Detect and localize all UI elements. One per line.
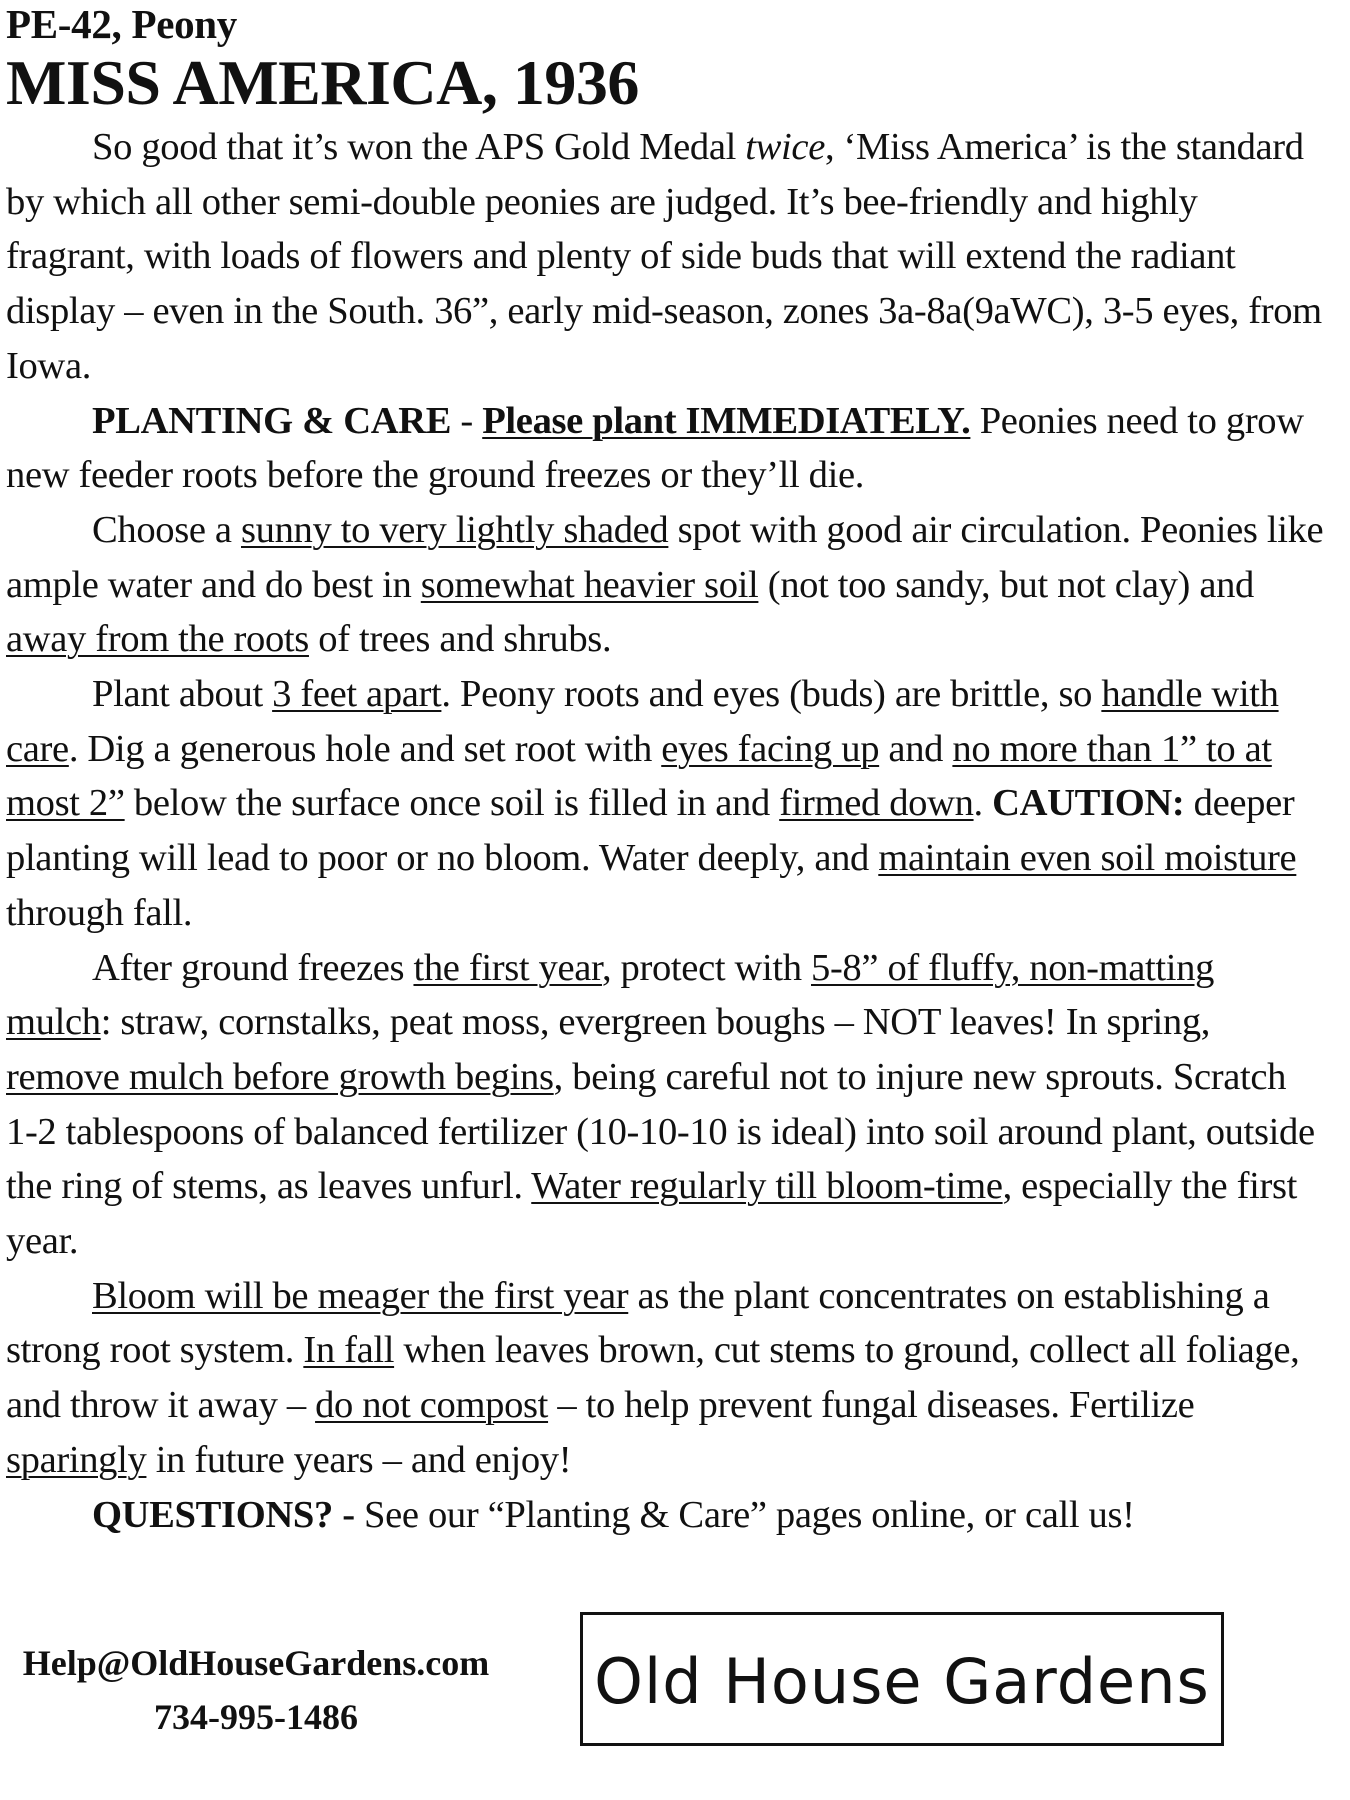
section-heading-planting: PLANTING & CARE <box>92 399 452 442</box>
brand-logo <box>580 1612 1224 1746</box>
bloom-paragraph: Bloom will be meager the first year as the plant concentrates on establishing a strong root system. In fall when leaves brown, cut stems to ground, collect all foliage, and throw it away – do not compost – to help prevent fungal diseases. Fertilize sparingly in future years – and enjoy! <box>6 1274 1300 1481</box>
section-heading-questions: QUESTIONS? - <box>92 1493 355 1536</box>
care-instructions <box>6 120 1326 1542</box>
caution-label: CAUTION: <box>992 782 1185 825</box>
site-paragraph: Choose a sunny to very lightly shaded spot with good air circulation. Peonies like ample water and do best in somewhat heavier soil (not too sandy, but not clay) and away from the roots of trees and shrubs. <box>6 508 1324 661</box>
urgent-notice: Please plant IMMEDIATELY. <box>482 399 971 442</box>
contact-phone: 734-995-1486 <box>154 1697 358 1737</box>
questions-paragraph: QUESTIONS? - See our “Planting & Care” pages online, or call us! <box>92 1493 1135 1536</box>
product-code: PE-42, Peony <box>6 1 237 47</box>
variety-title: MISS AMERICA, 1936 <box>6 47 639 118</box>
mulch-paragraph: After ground freezes the first year, protect with 5-8” of fluffy, non-matting mulch: straw, cornstalks, peat moss, evergreen boughs – NOT leaves! In spring, remove mulch before growth begins, being careful not to injure new sprouts. Scratch 1-2 tablespoons of balanced fertilizer (10-10-10 is ideal) into soil around plant, outside the ring of stems, as leaves unfurl. Water regularly till bloom-time, especially the first year. <box>6 946 1315 1263</box>
description-paragraph: So good that it’s won the APS Gold Medal twice, ‘Miss America’ is the standard by which all other semi-double peonies are judged. It’s bee-friendly and highly fragrant, with loads of flowers and plenty of side buds that will extend the radiant display – even in the South. 36”, early mid-season, zones 3a-8a(9aWC), 3-5 eyes, from Iowa. <box>6 126 1322 387</box>
planting-urgency-paragraph: PLANTING & CARE - Please plant IMMEDIATELY. Peonies need to grow new feeder roots before the ground freezes or they’ll die. <box>6 399 1304 497</box>
instruction-card <box>6 0 1336 1542</box>
planting-depth-paragraph: Plant about 3 feet apart. Peony roots and eyes (buds) are brittle, so handle with care. Dig a generous hole and set root with eyes facing up and no more than 1” to at most 2” below the surface once soil is filled in and firmed down. CAUTION: deeper planting will lead to poor or no bloom. Water deeply, and maintain even soil moisture through fall. <box>6 673 1297 934</box>
contact-email[interactable]: Help@OldHouseGardens.com <box>22 1643 490 1683</box>
brand-logo-text: Old House Gardens <box>594 1645 1210 1718</box>
contact-info <box>6 1636 506 1744</box>
brand-logo-icon <box>583 1615 1221 1743</box>
